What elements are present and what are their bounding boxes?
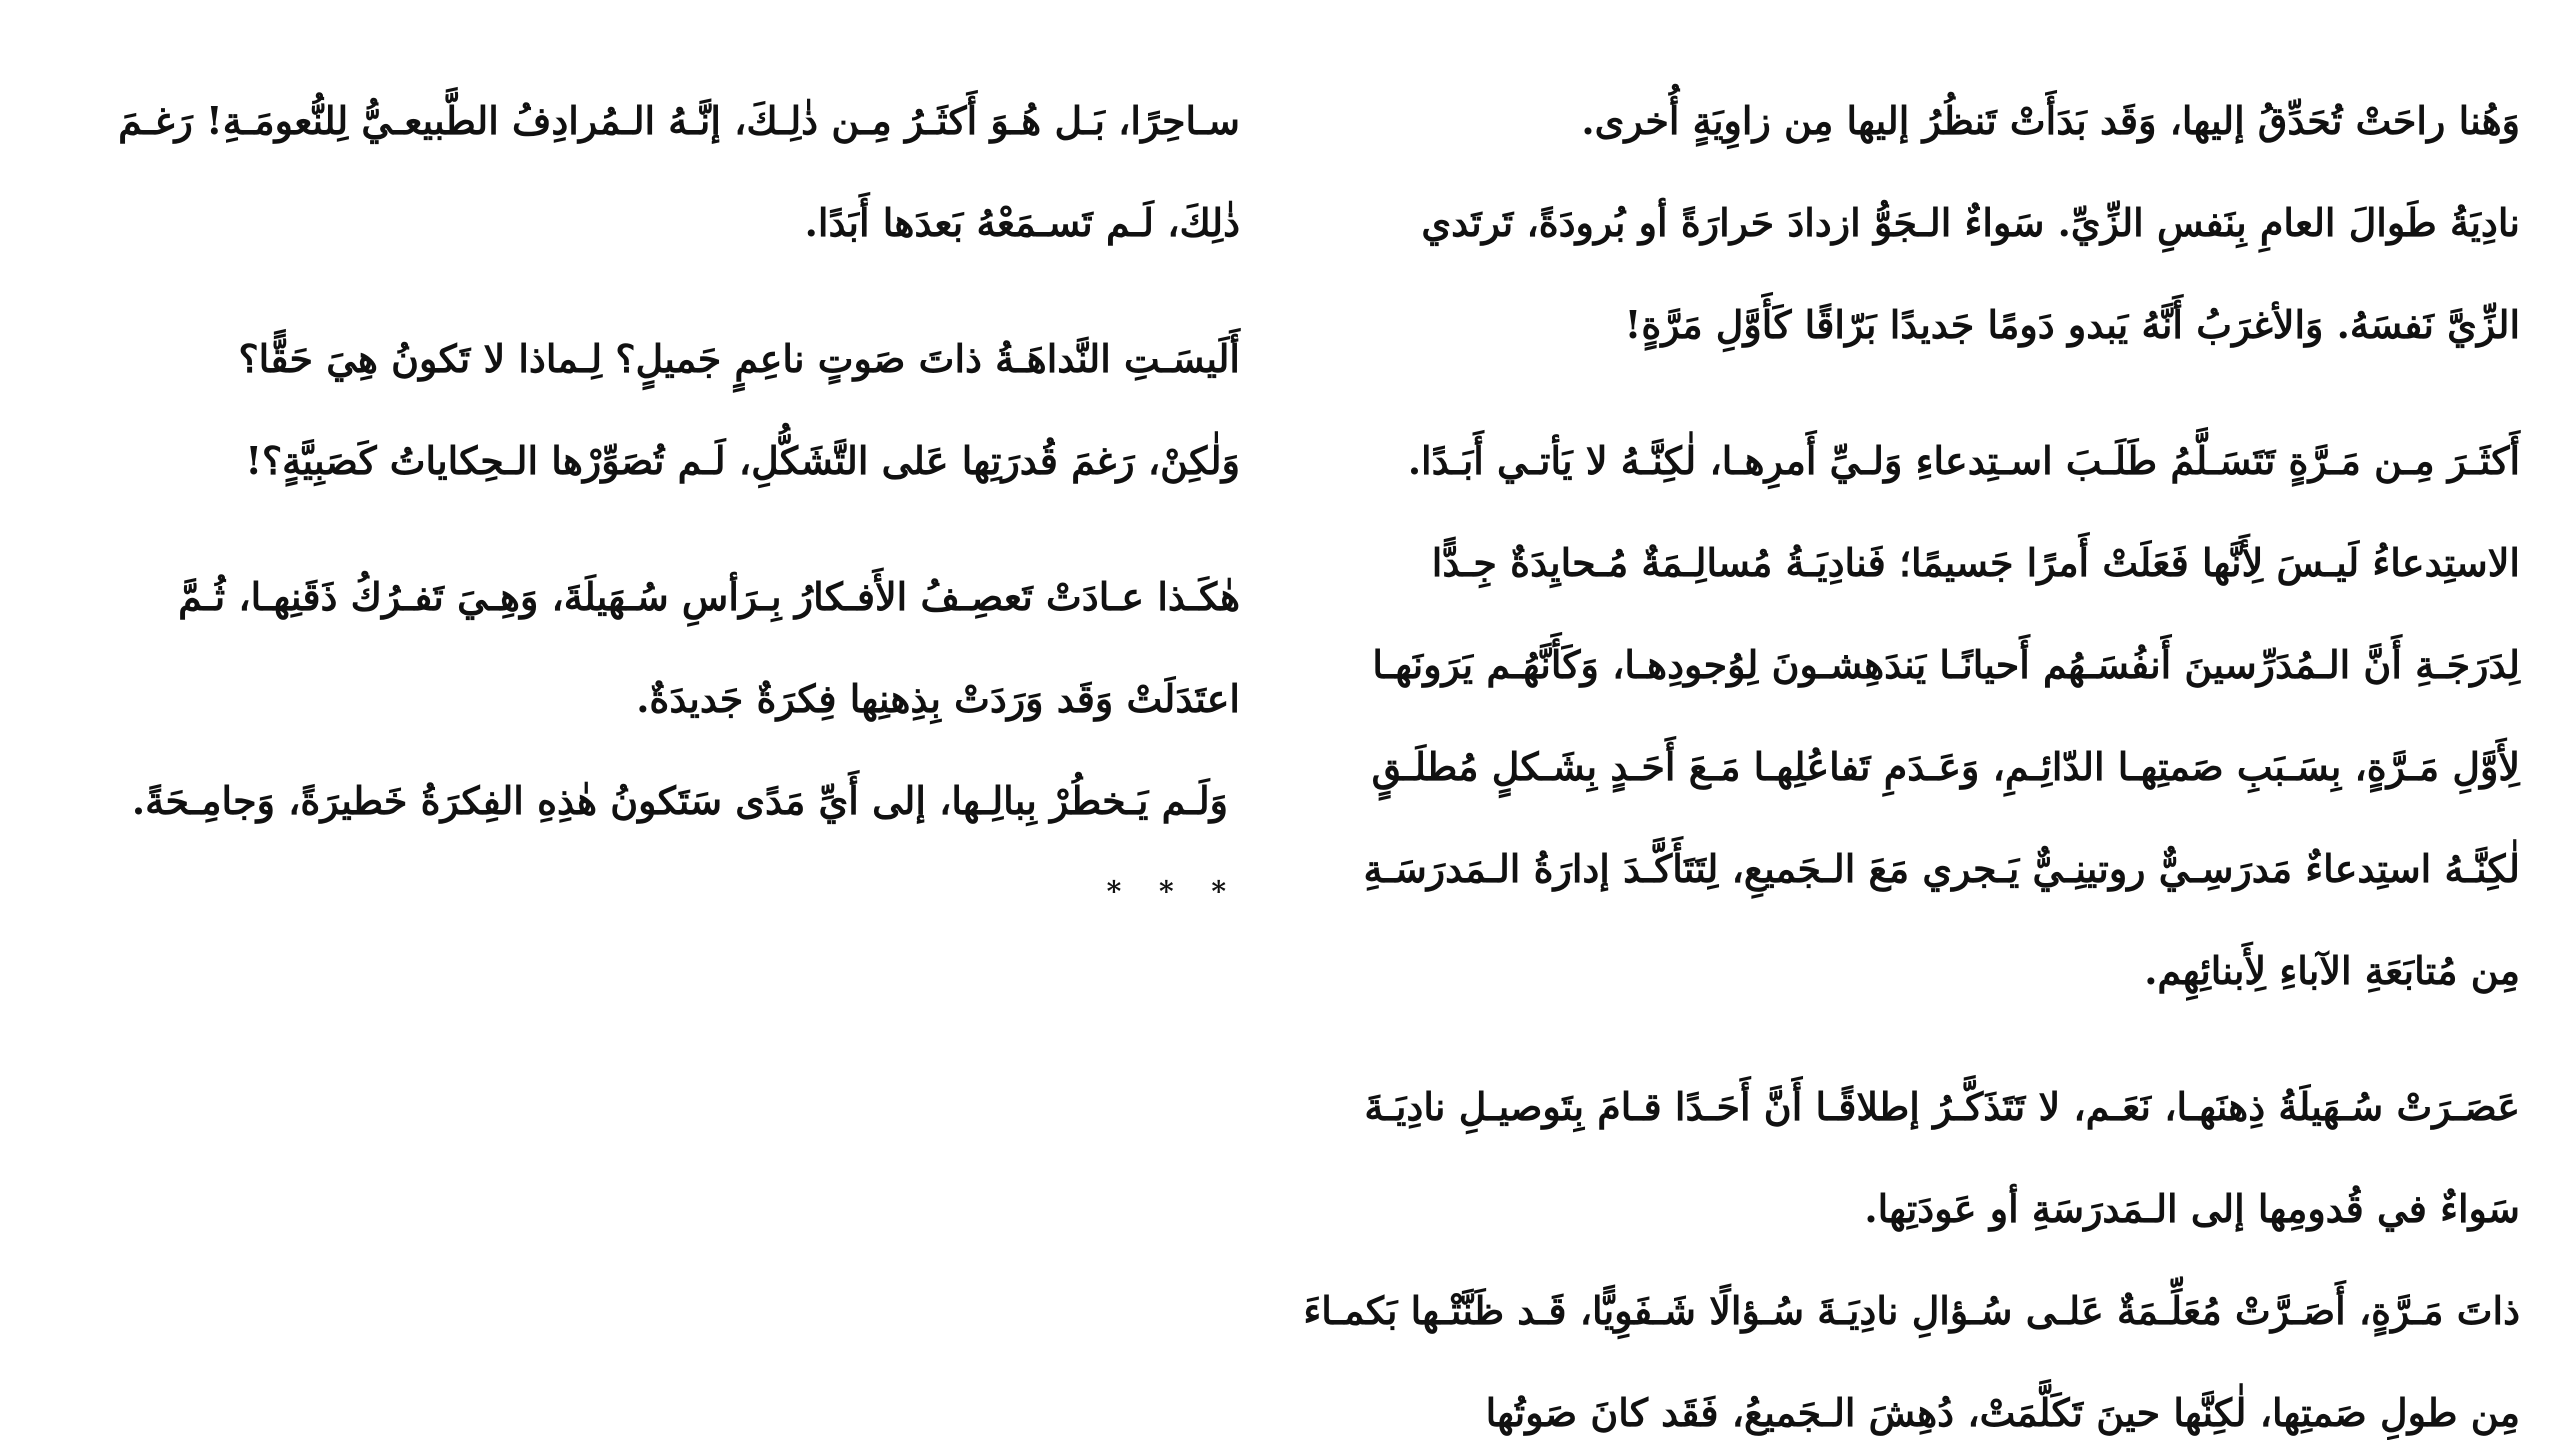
right-page [1303, 70, 2520, 1440]
text-line: مِن مُتابَعَةِ الآباءِ لِأَبنائِهِم. [2144, 948, 2520, 993]
section-separator: * * * [1106, 875, 1240, 908]
text-line: نادِيَةُ طَوالَ العامِ بِنَفسِ الزِّيِّ. سَواءٌ الـجَوُّ ازدادَ حَرارَةً أو بُرودَةً، تَرتَدي [1421, 200, 2520, 245]
text-line: أَلَيسَـتِ النَّداهَـةُ ذاتَ صَوتٍ ناعِمٍ جَميلٍ؟ لِـماذا لا تَكونُ هِيَ حَقًّا؟ [238, 336, 1240, 381]
text-line: وَلٰكِنْ، رَغمَ قُدرَتِها عَلى التَّشَكُّلِ، لَـم تُصَوِّرْها الـحِكاياتُ كَصَبِيَّةٍ؟! [245, 438, 1240, 483]
text-line: وَلَـم يَـخطُرْ بِبالِـها، إلى أَيِّ مَدًى سَتَكونُ هٰذِهِ الفِكرَةُ خَطيرَةً، وَجامِـحَةً. [131, 778, 1228, 823]
text-line: اعتَدَلَتْ وَقَد وَرَدَتْ بِذِهنِها فِكرَةٌ جَديدَةٌ. [636, 676, 1240, 721]
right-paragraph-3 [1330, 1056, 2520, 1260]
right-paragraph-1 [1330, 70, 2520, 376]
left-paragraph-3 [40, 546, 1240, 750]
left-page [40, 70, 1240, 922]
right-paragraph-4 [1303, 1260, 2520, 1440]
text-line: الزِّيَّ نَفسَهُ. وَالأغرَبُ أَنَّهُ يَبدو دَومًا جَديدًا بَرّاقًا كَأَوَّلِ مَرَّةٍ! [1624, 302, 2520, 347]
text-line: عَصَـرَتْ سُـهَيلَةُ ذِهنَهـا، نَعَـم، لا تَتَذَكَّـرُ إطلاقًـا أَنَّ أَحَـدًا قـامَ بِتَوصيـلِ نادِيَـةَ [1364, 1084, 2520, 1129]
text-line: لٰكِنَّـهُ استِدعاءٌ مَدرَسِـيٌّ روتينِـيٌّ يَـجري مَعَ الـجَميعِ، لِتَتَأَكَّـدَ إدارَةُ الـمَدرَسَـةِ [1363, 846, 2520, 891]
text-line: ذاتَ مَـرَّةٍ، أَصَـرَّتْ مُعَلِّـمَةٌ عَلـى سُـؤالِ نادِيَـةَ سُـؤالًا شَـفَوِيًّا، قَـد ظَنَّتْـها بَكمـاءَ [1303, 1288, 2520, 1333]
text-line: لِدَرَجَـةِ أَنَّ الـمُدَرِّسينَ أَنفُسَـهُم أَحيانًـا يَندَهِشـونَ لِوُجودِهـا، وَكَأَنَّهُـم يَرَونَهـا [1372, 642, 2520, 687]
text-line: سَواءٌ في قُدومِها إلى الـمَدرَسَةِ أو عَودَتِها. [1864, 1186, 2520, 1231]
text-line: أَكثَـرَ مِـن مَـرَّةٍ تَتَسَـلَّمُ طَلَـبَ اسـتِدعاءِ وَلـيِّ أَمرِهـا، لٰكِنَّـهُ لا يَأتـي أَبَـدًا. [1407, 438, 2520, 483]
left-paragraph-4 [40, 750, 1240, 852]
right-paragraph-2 [1330, 410, 2520, 1022]
left-paragraph-2 [40, 308, 1240, 512]
text-line: وَهُنا راحَتْ تُحَدِّقُ إليها، وَقَد بَدَأَتْ تَنظُرُ إليها مِن زاوِيَةٍ أُخرى. [1581, 98, 2520, 143]
text-line: لِأَوَّلِ مَـرَّةٍ، بِسَـبَبِ صَمتِهـا الدّائِـمِ، وَعَـدَمِ تَفاعُلِهـا مَـعَ أَحَـدٍ بِشَـكلٍ مُطلَـقٍ [1371, 744, 2520, 789]
text-line: هٰكَـذا عـادَتْ تَعصِـفُ الأَفـكارُ بِـرَأسِ سُـهَيلَةَ، وَهِـيَ تَفـرُكُ ذَقَنِهـا، ثُـمَّ [178, 574, 1240, 619]
text-line: سـاحِرًا، بَـل هُـوَ أَكثَـرُ مِـن ذٰلِـكَ، إنَّـهُ الـمُرادِفُ الطَّبيعـيُّ لِلنُّعومَـةِ! رَغـمَ [118, 98, 1240, 143]
text-line: الاستِدعاءُ لَيـسَ لِأَنَّها فَعَلَتْ أَمرًا جَسيمًا؛ فَنادِيَـةُ مُسالِـمَةٌ مُـحايِدَةٌ جِـدًّا [1431, 540, 2520, 585]
text-line: مِن طولِ صَمتِها، لٰكِنَّها حينَ تَكَلَّمَتْ، دُهِشَ الـجَميعُ، فَقَد كانَ صَوتُها [1485, 1390, 2520, 1435]
text-line: ذٰلِكَ، لَـم تَسـمَعْهُ بَعدَها أَبَدًا. [804, 200, 1240, 245]
left-paragraph-1 [40, 70, 1240, 274]
